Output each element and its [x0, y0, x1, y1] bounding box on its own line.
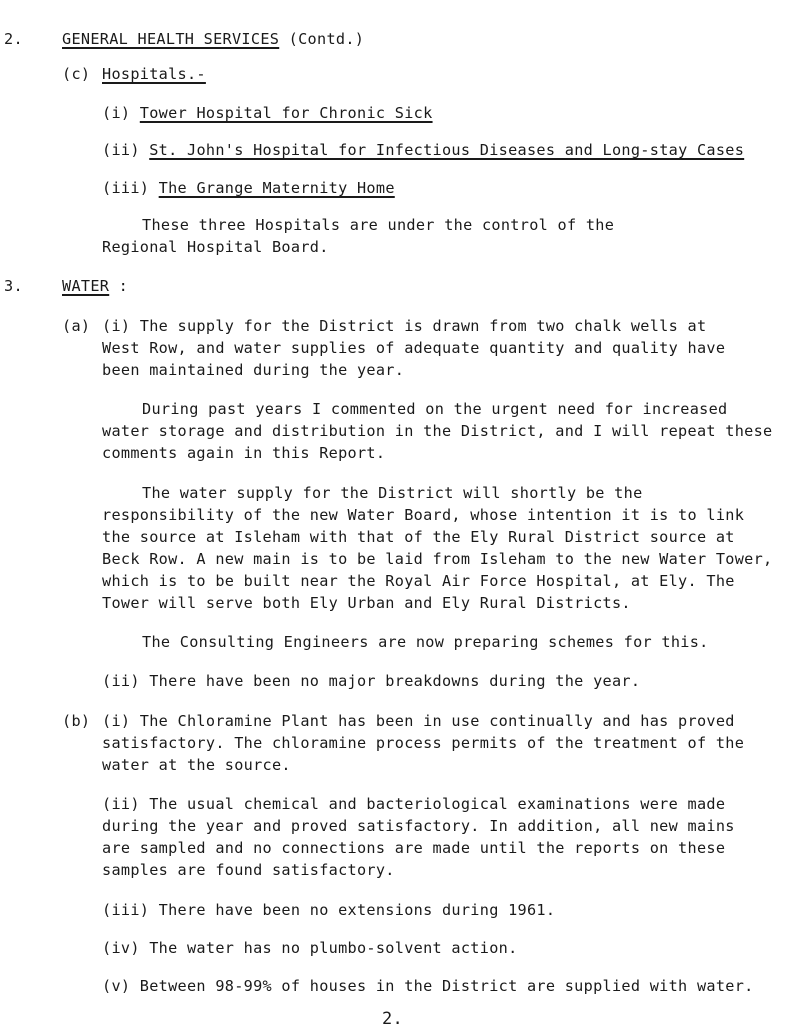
subsection-label: (c)	[62, 65, 91, 83]
hospital-item-name: St. John's Hospital for Infectious Diseases and Long-stay Cases	[149, 141, 745, 159]
section-heading-title: WATER	[62, 277, 110, 295]
paragraph-line: (ii) The usual chemical and bacteriological examinations were made	[102, 795, 726, 813]
paragraph-line: West Row, and water supplies of adequate quantity and quality have	[102, 339, 726, 357]
section-number: 2.	[4, 30, 23, 48]
paragraph-line: are sampled and no connections are made until the reports on these	[102, 839, 726, 857]
paragraph-line: (iii) There have been no extensions during 1961.	[102, 901, 556, 919]
section-number: 3.	[4, 277, 23, 295]
section-heading-title: GENERAL HEALTH SERVICES	[62, 30, 280, 48]
section-heading	[62, 28, 364, 50]
paragraph-line: (i) The Chloramine Plant has been in use continually and has proved	[102, 712, 735, 730]
subsection-label: (b)	[62, 712, 91, 730]
paragraph-line: satisfactory. The chloramine process permits of the treatment of the	[102, 734, 745, 752]
paragraph-line: water storage and distribution in the District, and I will repeat these	[102, 422, 773, 440]
page-number: 2.	[382, 1009, 404, 1029]
paragraph-line: (iv) The water has no plumbo-solvent action.	[102, 939, 518, 957]
paragraph-line: comments again in this Report.	[102, 444, 386, 462]
paragraph-line: During past years I commented on the urgent need for increased	[142, 400, 728, 418]
hospital-item-number: (ii)	[102, 141, 140, 159]
paragraph-line: been maintained during the year.	[102, 361, 405, 379]
section-heading	[62, 275, 128, 297]
paragraph-line: (ii) There have been no major breakdowns during the year.	[102, 672, 641, 690]
paragraph-line: The Consulting Engineers are now preparing schemes for this.	[142, 633, 709, 651]
paragraph-line: The water supply for the District will shortly be the	[142, 484, 643, 502]
section-heading-suffix: (Contd.)	[288, 30, 365, 48]
paragraph-line: Regional Hospital Board.	[102, 238, 329, 256]
hospital-item-number: (i)	[102, 104, 131, 122]
subsection-title: Hospitals.-	[102, 65, 206, 83]
hospital-item	[102, 139, 744, 161]
hospital-item-number: (iii)	[102, 179, 150, 197]
paragraph-line: These three Hospitals are under the control of the	[142, 216, 615, 234]
paragraph-line: (v) Between 98-99% of houses in the District are supplied with water.	[102, 977, 754, 995]
hospital-item	[102, 102, 433, 124]
paragraph-line: responsibility of the new Water Board, whose intention it is to link	[102, 506, 745, 524]
subsection-label: (a)	[62, 317, 91, 335]
paragraph-line: water at the source.	[102, 756, 291, 774]
section-heading-suffix: :	[118, 277, 129, 295]
paragraph-line: Tower will serve both Ely Urban and Ely Rural Districts.	[102, 594, 631, 612]
paragraph-line: during the year and proved satisfactory. In addition, all new mains	[102, 817, 735, 835]
hospital-item-name: Tower Hospital for Chronic Sick	[139, 104, 433, 122]
paragraph-line: Beck Row. A new main is to be laid from Isleham to the new Water Tower,	[102, 550, 773, 568]
paragraph-line: samples are found satisfactory.	[102, 861, 395, 879]
paragraph-line: (i) The supply for the District is drawn from two chalk wells at	[102, 317, 707, 335]
hospital-item-name: The Grange Maternity Home	[158, 179, 395, 197]
paragraph-line: which is to be built near the Royal Air Force Hospital, at Ely. The	[102, 572, 735, 590]
paragraph-line: the source at Isleham with that of the Ely Rural District source at	[102, 528, 735, 546]
hospital-item	[102, 177, 395, 199]
